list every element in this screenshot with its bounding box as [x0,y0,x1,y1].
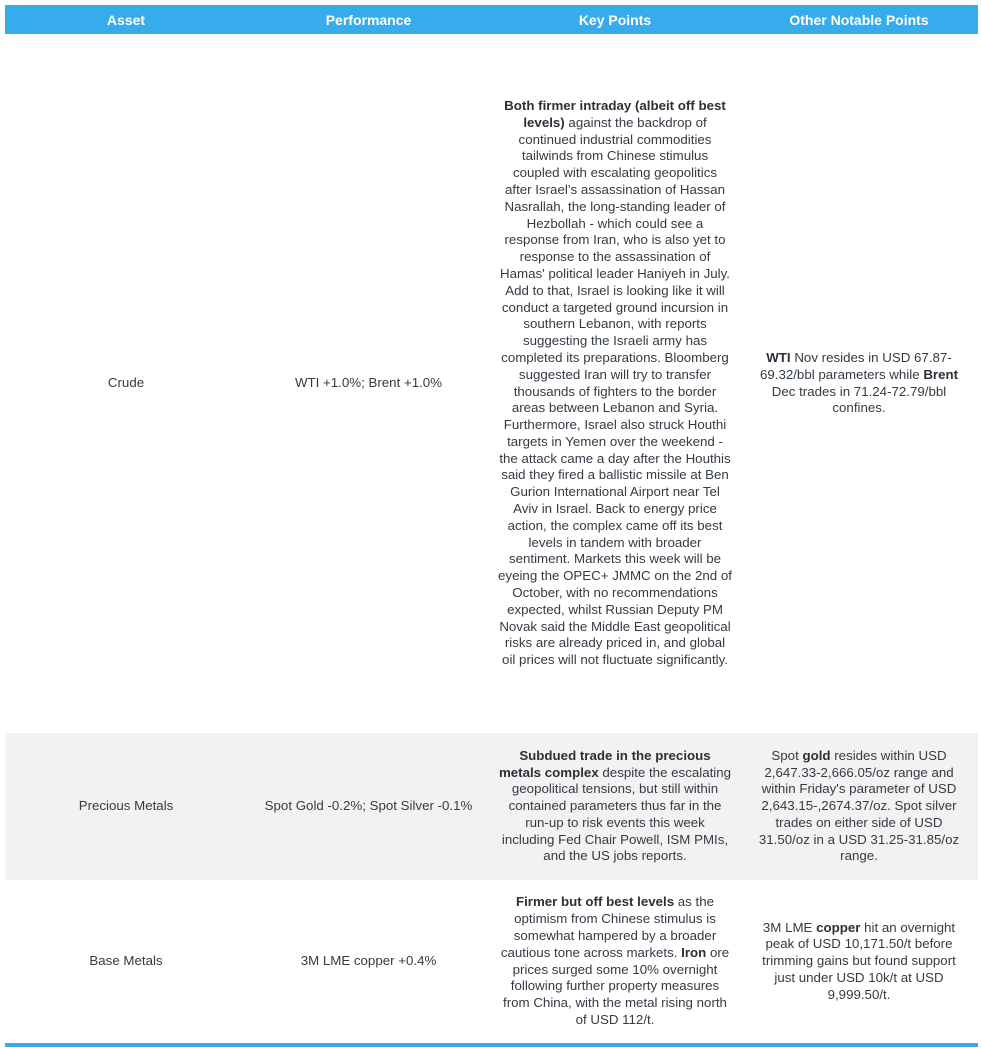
key-points-cell [490,34,740,733]
key-points-text: ore prices surged some 10% overnight following further property measures from China, with the metal rising north of USD 112/t. [503,944,730,1027]
header-performance: Performance [325,11,412,28]
other-text: hit an overnight peak of USD 10,171.50/t before trimming gains but found support just under USD 10k/t at USD 9,999.50/t. [762,919,956,1002]
other-text: 3M LME [762,919,817,935]
performance-cell: Spot Gold -0.2%; Spot Silver -0.1% [264,798,473,814]
other-bold-copper: copper [816,919,861,935]
other-notable-cell [740,733,978,880]
header-asset: Asset [106,11,146,28]
table-row-base-metals [5,880,978,1043]
table-header [5,5,978,34]
performance-cell: WTI +1.0%; Brent +1.0% [294,375,443,391]
header-other-notable-points: Other Notable Points [789,11,929,28]
key-points-cell [490,733,740,880]
key-points-bold-iron: Iron [681,944,707,960]
key-points-text: despite the escalating geopolitical tensions, but still within contained parameters thus far in the run-up to risk events this week including Fed Chair Powell, ISM PMIs, and the US jobs reports. [501,764,732,864]
table-row-crude [5,34,978,733]
key-points-text: against the backdrop of continued industrial commodities tailwinds from Chinese stimulus coupled with escalating geopolitics after Israel’s assassination of Hassan Nasrallah, the long-standing leader of Hezbollah - which could see a response from Iran, who is also yet to response to the assassination of Hamas' political leader Haniyeh in July. Add to that, Israel is looking like it will conduct a targeted ground incursion in southern Lebanon, with reports suggesting the Israeli army has completed its preparations. Bloomberg suggested Iran will try to transfer thousands of fighters to the border areas between Lebanon and Syria. Furthermore, Israel also struck Houthi targets in Yemen over the weekend - the attack came a day after the Houthis said they fired a ballistic missile at Ben Gurion International Airport near Tel Aviv in Israel. Back to energy price action, the complex came off its best levels in tandem with broader sentiment. Markets this week will be eyeing the OPEC+ JMMC on the 2nd of October, with no recommendations expected, whilst Russian Deputy PM Novak said the Middle East geopolitical risks are already priced in, and global oil prices will not fluctuate significantly. [498,114,732,668]
other-text: Spot [771,747,803,763]
key-points-bold: Subdued trade in the precious metals complex [498,747,711,780]
key-points-cell [490,880,740,1043]
other-text: resides within USD 2,647.33-2,666.05/oz range and within Friday's parameter of USD 2,643.15-,2674.37/oz. Spot silver trades on either side of USD 31.50/oz in a USD 31.25-31.85/oz range. [758,747,960,864]
performance-cell: 3M LME copper +0.4% [300,953,437,969]
other-bold-gold: gold [802,747,831,763]
key-points-text: as the optimism from Chinese stimulus is somewhat hampered by a broader cautious tone across markets. [500,894,717,960]
table-row-precious-metals [5,733,978,880]
asset-cell: Base Metals [89,953,163,969]
commodities-table [5,5,978,1047]
asset-cell: Precious Metals [78,798,174,814]
other-text: Nov resides in USD 67.87-69.32/bbl parameters while [759,349,952,382]
header-key-points: Key Points [578,11,652,28]
other-text: Dec trades in 71.24-72.79/bbl confines. [771,383,947,416]
other-notable-cell [740,880,978,1043]
key-points-bold: Firmer but off best levels [515,894,675,910]
table-bottom-border [5,1043,978,1047]
other-bold-wti: WTI [766,349,791,365]
asset-cell: Crude [107,375,145,391]
other-notable-cell [740,34,978,733]
key-points-bold: Both firmer intraday (albeit off best levels) [504,97,726,130]
other-bold-brent: Brent [923,366,959,382]
